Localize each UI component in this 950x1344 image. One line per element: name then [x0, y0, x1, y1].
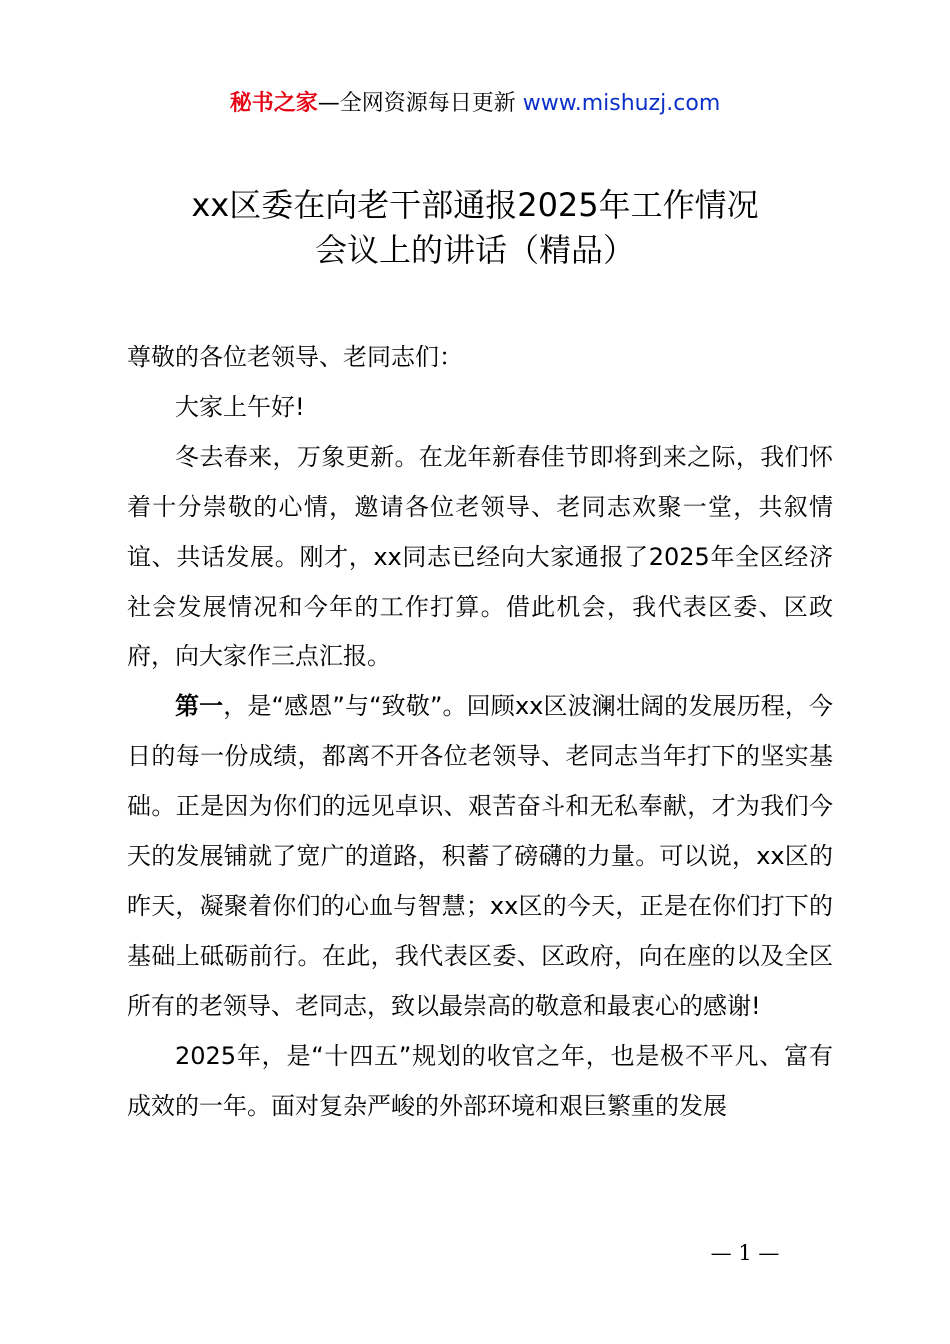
greeting: 大家上午好! — [175, 392, 305, 421]
header-tagline: —全网资源每日更新 — [317, 91, 523, 116]
document-title — [0, 183, 950, 273]
title-line-1: xx区委在向老干部通报2025年工作情况 — [191, 186, 759, 224]
paragraph-2025-review: 2025年，是“十四五”规划的收官之年，也是极不平凡、富有成效的一年。面对复杂严峻的外部环境和艰巨繁重的发展 — [127, 1041, 833, 1120]
document-body — [127, 333, 833, 1132]
page-number: — 1 — — [710, 1241, 780, 1265]
first-point-text: ，是“感恩”与“致敬”。回顾xx区波澜壮阔的发展历程，今日的每一份成绩，都离不开各位老领导、老同志当年打下的坚实基础。正是因为你们的远见卓识、艰苦奋斗和无私奉献，才为我们今天的发展铺就了宽广的道路，积蓄了磅礴的力量。可以说，xx区的昨天，凝聚着你们的心血与智慧；xx区的今天，正是在你们打下的基础上砥砺前行。在此，我代表区委、区政府，向在座的以及全区所有的老领导、老同志，致以最崇高的敬意和最衷心的感谢! — [127, 692, 834, 1020]
title-line-2: 会议上的讲话（精品） — [314, 231, 635, 269]
paragraph-first-point — [127, 682, 833, 1031]
salutation: 尊敬的各位老领导、老同志们： — [127, 343, 463, 371]
site-header — [0, 86, 950, 122]
site-url-link[interactable]: www.mishuzj.com — [522, 91, 721, 116]
paragraph-intro: 冬去春来，万象更新。在龙年新春佳节即将到来之际，我们怀着十分崇敬的心情，邀请各位老领导、老同志欢聚一堂，共叙情谊、共话发展。刚才，xx同志已经向大家通报了2025年全区经济社会发展情况和今年的工作打算。借此机会，我代表区委、区政府，向大家作三点汇报。 — [127, 442, 833, 671]
brand-name: 秘书之家 — [229, 91, 318, 116]
first-point-lead: 第一 — [175, 692, 224, 721]
